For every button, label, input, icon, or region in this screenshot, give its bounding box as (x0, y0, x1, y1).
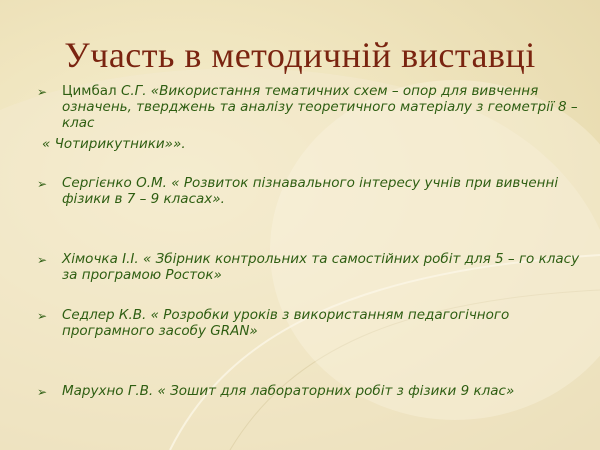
arrow-bullet-icon: ➢ (37, 309, 48, 323)
arrow-bullet-icon: ➢ (37, 177, 48, 191)
item-text: Цимбал С.Г. «Використання тематичних схем – опор для вивчення означень, тверджень та аналізу теоретичного матеріалу з геометрії 8 – клас (62, 83, 578, 131)
item-text: Хімочка І.І. « Збірник контрольних та самостійних робіт для 5 – го класу за програмою Росток» (62, 251, 580, 283)
arrow-bullet-icon: ➢ (37, 85, 48, 99)
item-text: Седлер К.В. « Розробки уроків з використанням педагогічного програмного засобу GRAN» (62, 307, 510, 339)
arrow-bullet-icon: ➢ (37, 253, 48, 267)
item-text: Сергієнко О.М. « Розвиток пізнавального інтересу учнів при вивченні фізики в 7 – 9 класах». (62, 175, 559, 207)
arrow-bullet-icon: ➢ (37, 385, 48, 399)
page-title: Участь в методичній виставці (64, 35, 536, 75)
item-text: Марухно Г.В. « Зошит для лабораторних робіт з фізики 9 клас» (62, 383, 515, 399)
item-continuation: « Чотирикутники»». (42, 136, 186, 152)
